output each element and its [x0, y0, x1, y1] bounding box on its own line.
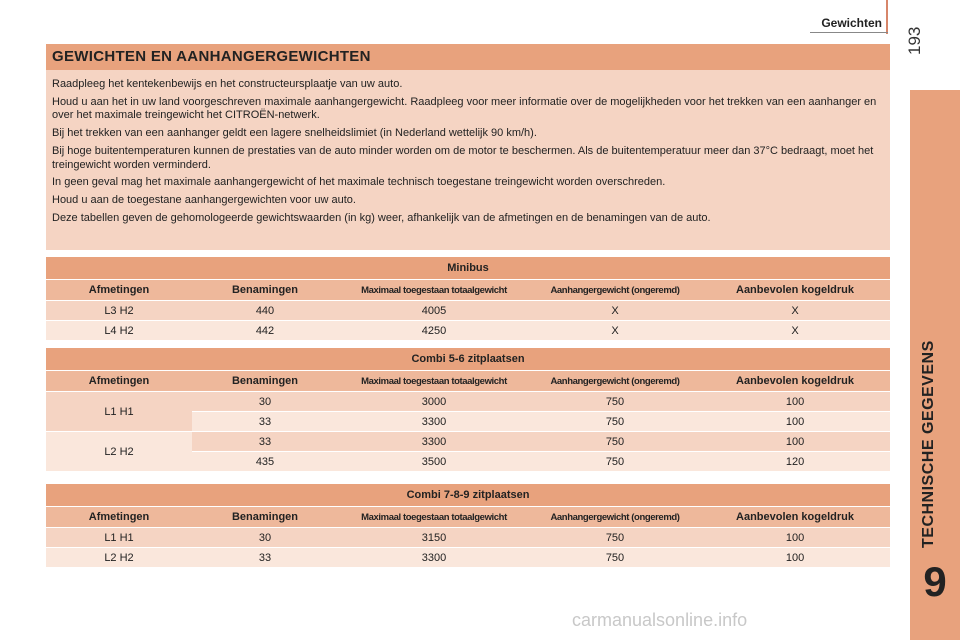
table-title: Combi 7-8-9 zitplaatsen [46, 484, 890, 507]
cell: X [700, 301, 890, 321]
intro-text [52, 78, 886, 230]
table-row [46, 432, 890, 452]
cell: 100 [700, 432, 890, 452]
column-header: Maximaal toegestaan totaalgewicht [338, 507, 530, 528]
cell: 750 [530, 452, 700, 472]
table-combi-7-8-9 [46, 484, 890, 568]
table-title: Minibus [46, 257, 890, 280]
column-header: Afmetingen [46, 280, 192, 301]
column-header: Aanbevolen kogeldruk [700, 280, 890, 301]
cell: 750 [530, 432, 700, 452]
cell: L2 H2 [46, 548, 192, 568]
column-header: Maximaal toegestaan totaalgewicht [338, 280, 530, 301]
column-header: Maximaal toegestaan totaalgewicht [338, 371, 530, 392]
column-header: Aanhangergewicht (ongeremd) [530, 371, 700, 392]
cell: 100 [700, 392, 890, 412]
cell: 442 [192, 321, 338, 341]
cell: 750 [530, 528, 700, 548]
intro-paragraph: Houd u aan de toegestane aanhangergewichten voor uw auto. [52, 194, 356, 207]
cell: 3500 [338, 452, 530, 472]
table-minibus [46, 257, 890, 341]
intro-paragraph: Bij hoge buitentemperaturen kunnen de prestaties van de auto minder worden om de motor te beschermen. Als de buitentemperatuur meer dan 37°C bedraagt, moet het treingewicht worden verminderd. [52, 144, 874, 171]
intro-paragraph: Raadpleeg het kentekenbewijs en het constructeursplaatje van uw auto. [52, 78, 403, 90]
cell: L3 H2 [46, 301, 192, 321]
table-row [46, 321, 890, 341]
cell: 750 [530, 412, 700, 432]
cell: X [530, 321, 700, 341]
intro-paragraph: Deze tabellen geven de gehomologeerde gewichtswaarden (in kg) weer, afhankelijk van de afmetingen en de benamingen van de auto. [52, 211, 711, 224]
header-divider [810, 32, 888, 33]
cell: 3000 [338, 392, 530, 412]
table-row [46, 528, 890, 548]
cell: 4005 [338, 301, 530, 321]
intro-paragraph: In geen geval mag het maximale aanhangergewicht of het maximale technisch toegestane treingewicht worden overschreden. [52, 176, 666, 189]
cell: 4250 [338, 321, 530, 341]
column-header: Aanbevolen kogeldruk [700, 371, 890, 392]
cell: L1 H1 [46, 528, 192, 548]
intro-paragraph: Bij het trekken van een aanhanger geldt een lagere snelheidslimiet (in Nederland wettelijk 90 km/h). [52, 127, 537, 140]
table-title: Combi 5-6 zitplaatsen [46, 348, 890, 371]
column-header: Aanhangergewicht (ongeremd) [530, 280, 700, 301]
cell: 120 [700, 452, 890, 472]
cell: X [700, 321, 890, 341]
intro-paragraph: Houd u aan het in uw land voorgeschreven maximale aanhangergewicht. Raadpleeg voor meer informatie over de mogelijkheden voor het trekken van een aanhanger en over het maximale treingewicht het CITROËN-netwerk. [52, 95, 877, 122]
column-header: Afmetingen [46, 371, 192, 392]
cell: X [530, 301, 700, 321]
column-header: Benamingen [192, 507, 338, 528]
cell: 33 [192, 432, 338, 452]
cell: 100 [700, 412, 890, 432]
column-header: Afmetingen [46, 507, 192, 528]
header-accent-bar [886, 0, 888, 34]
page-header-title: Gewichten [821, 16, 882, 30]
chapter-sidebar-label: TECHNISCHE GEGEVENS [920, 340, 937, 548]
cell: 3150 [338, 528, 530, 548]
cell: 3300 [338, 432, 530, 452]
cell: 30 [192, 392, 338, 412]
cell: 100 [700, 528, 890, 548]
column-header: Aanhangergewicht (ongeremd) [530, 507, 700, 528]
table-combi-5-6 [46, 348, 890, 472]
chapter-number: 9 [923, 558, 947, 605]
table-row [46, 548, 890, 568]
cell: 30 [192, 528, 338, 548]
cell: 750 [530, 548, 700, 568]
cell: 440 [192, 301, 338, 321]
cell: 100 [700, 548, 890, 568]
cell: L4 H2 [46, 321, 192, 341]
cell: 750 [530, 392, 700, 412]
column-header: Benamingen [192, 280, 338, 301]
cell: 33 [192, 548, 338, 568]
cell: L2 H2 [46, 432, 192, 472]
cell: 33 [192, 412, 338, 432]
section-title: GEWICHTEN EN AANHANGERGEWICHTEN [52, 48, 371, 65]
watermark-text: carmanualsonline.info [572, 610, 748, 630]
table-row [46, 392, 890, 412]
table-row [46, 301, 890, 321]
page-number: 193 [905, 26, 924, 55]
column-header: Aanbevolen kogeldruk [700, 507, 890, 528]
cell: 3300 [338, 412, 530, 432]
cell: 435 [192, 452, 338, 472]
column-header: Benamingen [192, 371, 338, 392]
cell: 3300 [338, 548, 530, 568]
cell: L1 H1 [46, 392, 192, 432]
